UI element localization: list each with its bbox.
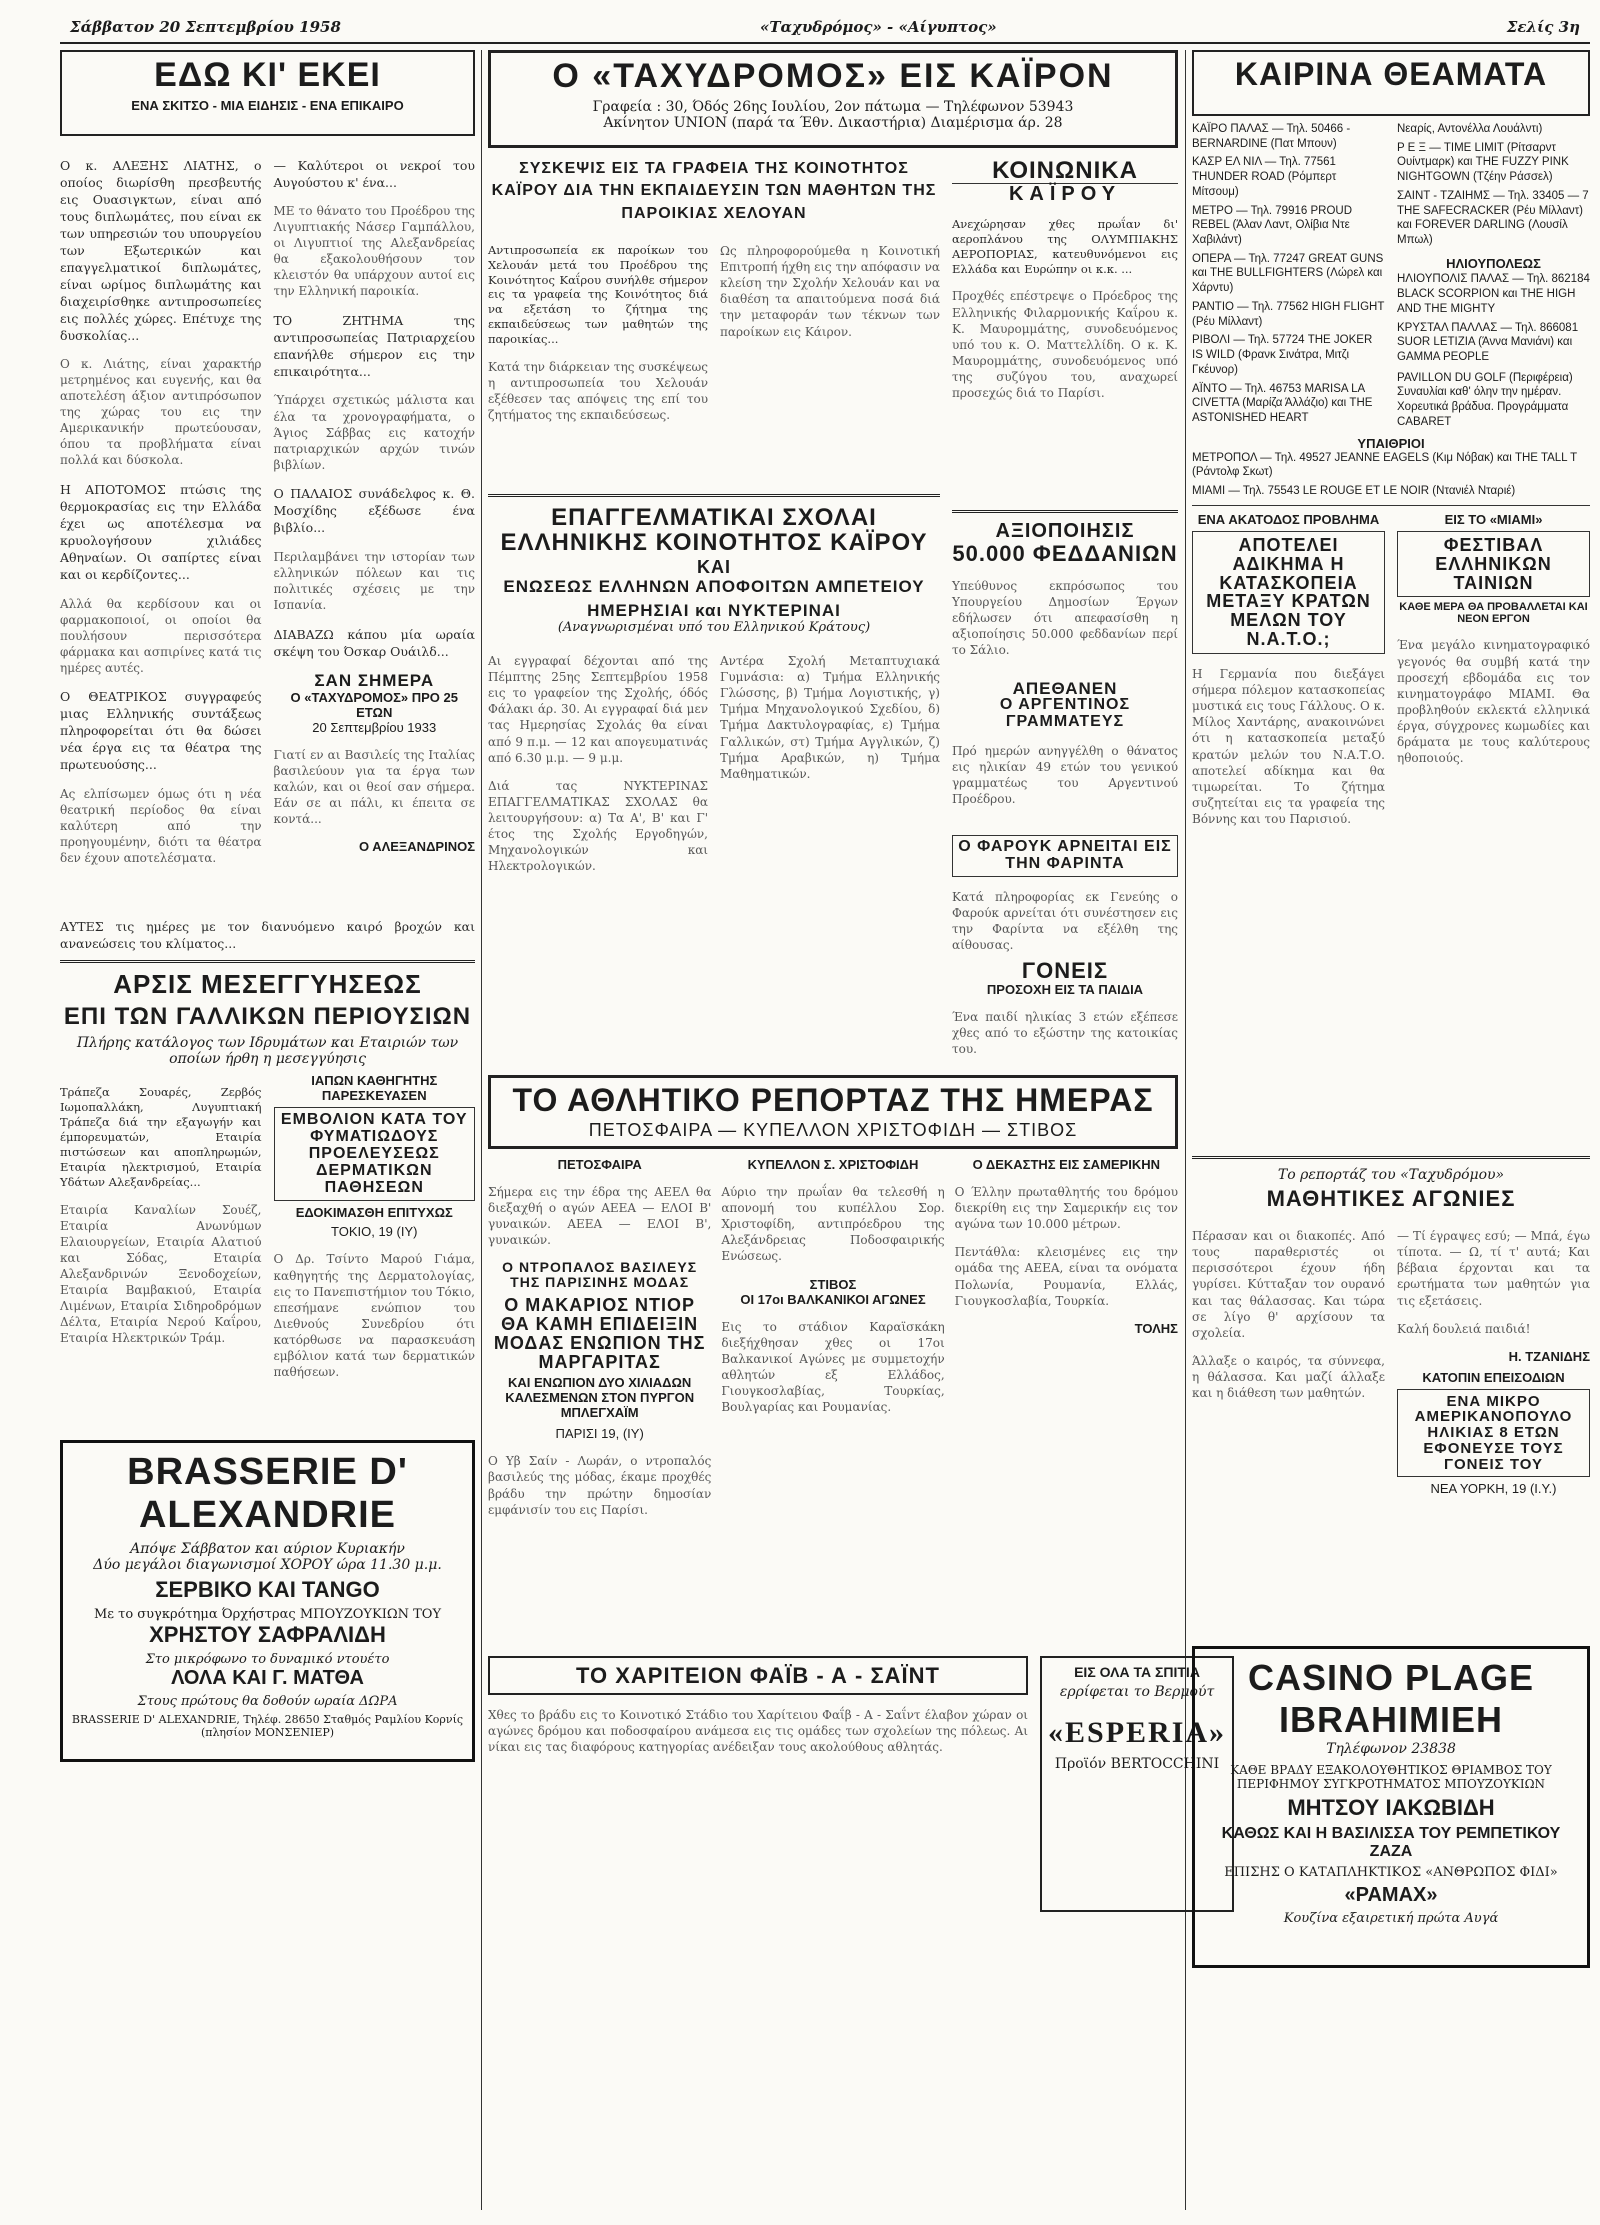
brasserie-ad — [60, 1440, 475, 1762]
neayorki-dateline: ΝΕΑ ΥΟΡΚΗ, 19 (Ι.Υ.) — [1430, 1481, 1557, 1497]
balkanikoi-head: ΟΙ 17οι ΒΑΛΚΑΝΙΚΟΙ ΑΓΩΝΕΣ — [740, 1291, 926, 1307]
arsis-body — [60, 1073, 475, 1428]
apotelei-title: ΑΠΟΤΕΛΕΙ ΑΔΙΚΗΜΑ Η ΚΑΤΑΣΚΟΠΕΙΑ ΜΕΤΑΞΥ ΚΡΑΤΩΝ ΜΕΛΩΝ ΤΟΥ Ν.Α.Τ.Ο.; — [1192, 531, 1385, 654]
article-text: Ο ΘΕΑΤΡΙΚΟΣ συγγραφεύς μιας Ελληνικής συντάξεως πληροφορείται ότι θα δώσει νέα έργα εις τα θέατρα της πρωτευούσης... — [60, 689, 262, 773]
sports-signature: ΤΟΛΗΣ — [1134, 1320, 1178, 1336]
brasserie-line: ΣΕΡΒΙΚΟ ΚΑΙ TANGO — [155, 1577, 380, 1603]
casino-line: ΕΠΙΣΗΣ Ο ΚΑΤΑΠΛΗΚΤΙΚΟΣ «ΑΝΘΡΩΠΟΣ ΦΙΔΙ» — [1224, 1865, 1558, 1881]
parisi-dateline: ΠΑΡΙΣΙ 19, (ΙΥ) — [555, 1426, 644, 1442]
edo-ki-ekei-title: ΕΔΩ ΚΙ' ΕΚΕΙ — [154, 56, 381, 94]
pavillon-listing: PAVILLON DU GOLF (Περιφέρεια) Συναυλίαι καθ' όλην την ημέραν. Χορευτικά βράδυα. Προγράμματα CABARET — [1397, 371, 1573, 428]
san-simera-title: ΣΑΝ ΣΗΜΕΡΑ — [314, 671, 435, 691]
dekastis-head: Ο ΔΕΚΑΣΤΗΣ ΕΙΣ ΣΑΜΕΡΙΚΗΝ — [972, 1157, 1161, 1173]
cinema-listing: ΚΑΪΡΟ ΠΑΛΑΣ — Τηλ. 50466 - BERNARDINE (Πατ Μπουν) — [1192, 123, 1351, 150]
amerikanopoulo-title: ΕΝΑ ΜΙΚΡΟ ΑΜΕΡΙΚΑΝΟΠΟΥΛΟ ΗΛΙΚΙΑΣ 8 ΕΤΩΝ ΕΦΟΝΕΥΣΕ ΤΟΥΣ ΓΟΝΕΙΣ ΤΟΥ — [1397, 1389, 1590, 1478]
article-text: Ως πληροφορούμεθα η Κοινοτική Επιτροπή ήχθη εις την απόφασιν να κλείση την Σχολήν Χελουάν και να διαθέση τα απαιτούμενα ποσά διά την μεταφοράν των τέκνων των παροίκων εις Κάιρον. — [720, 244, 940, 339]
farouk-title: Ο ΦΑΡΟΥΚ ΑΡΝΕΙΤΑΙ ΕΙΣ ΤΗΝ ΦΑΡΙΝΤΑ — [952, 835, 1178, 877]
article-text: Αντέρα Σχολή Μεταπτυχιακά Γυμνάσια: α) Τμήμα Ελληνικής Γλώσσης, β) Τμήμα Λογιστικής, γ) Τμήμα Μηχανολογικού Σχεδίου, δ) Τμήμα Δακτυλογραφίας, ε) Τμήμα Γαλλικών, στ) Τμήμα Αγγλικών, ζ) Τμήμα Αραβικών, η) Τμήμα Μαθηματικών. — [720, 654, 940, 781]
anagnor-note: (Αναγνωρισμέναι υπό του Ελληνικού Κράτους) — [557, 620, 871, 636]
xariteio-title: ΤΟ ΧΑΡΙΤΕΙΟΝ ΦΑΪΒ - Α - ΣΑΪΝΤ — [575, 1663, 940, 1689]
san-simera-subtitle: Ο «ΤΑΧΥΔΡΟΜΟΣ» ΠΡΟ 25 ΕΤΩΝ — [290, 690, 458, 721]
article-text: Υπεύθυνος εκπρόσωπος του Υπουργείου Δημοσίων Έργων εδήλωσεν ότι απεφασίσθη η αξιοποίησις 50.000 φεδδανίων περί το Σάλιο. — [952, 578, 1178, 657]
masthead-line: Ακίνητον UNION (παρά τα Έθν. Δικαστήρια) Διαμέρισμα άρ. 28 — [603, 114, 1063, 131]
cinema-listing: ΜΕΤΡΟ — Τηλ. 79916 PROUD REBEL (Άλαν Λαντ, Ολίβια Ντε Χαβιλάντ) — [1192, 204, 1352, 247]
article-text: Κατά την διάρκειαν της συσκέψεως η αντιπροσωπεία του Χελουάν εξέθεσεν τας απόψεις της επί του ζητήματος της εκπαιδεύσεως. — [488, 360, 708, 423]
brasserie-line: Στο μικρόφωνο το δυναμικό ντουέτο — [145, 1652, 390, 1668]
article-text: Τράπεζα Σουαρές, Ζερβός Ιωμοπαλλάκη, Λυγυπτιακή Τράπεζα διά την εξαγωγήν και έμπορευματών, Εταιρία πιστώσεων και αποπληρωμών, Εταιρία ηλεκτρισμού, Εταιρία Υδάτων Αλεξανδρείας... — [60, 1084, 262, 1189]
divider — [1192, 1156, 1590, 1159]
newspaper-page — [60, 14, 1590, 2214]
article-text: Κατά πληροφορίας εκ Γενεύης ο Φαρούκ αρνείται ότι συνέστησεν εις την Φαρίντα να εξέλθη της αίθουσας. — [952, 889, 1178, 952]
embolion-subtitle: ΕΔΟΚΙΜΑΣΘΗ ΕΠΙΤΥΧΩΣ — [295, 1205, 453, 1221]
article-text: Γιατί εν αι Βασιλείς της Ιταλίας βασιλεύουν για τα έργα των καλών, και οι θεοί σαν σήμερα. Εάν σε αι πάλι, κι έπειτα σε κοντά... — [273, 748, 475, 827]
cinema-listing: ΗΛΙΟΥΠΟΛΙΣ ΠΑΛΑΣ — Τηλ. 862184 BLACK SCORPION και THE HIGH AND THE MIGHTY — [1397, 273, 1590, 315]
divider — [952, 510, 1178, 513]
petosfaira-head: ΠΕΤΟΣΦΑΙΡΑ — [557, 1157, 642, 1173]
casino-line: Κουζίνα εξαιρετική πρώτα Αυγά — [1283, 1911, 1499, 1927]
bottom-center — [488, 1656, 1227, 1999]
article-text: ΜΕ το θάνατο του Προέδρου της Λιγυπτιακής Νάσερ Γαμπάλλου, οι Λιγυπτιοί της Αλεξανδρείας θα εξακολουθήσουν τον κλειστόν θα υπάρχουν αυτοί εις την Ελληνική παροικία. — [273, 204, 475, 299]
masthead-title: Ο «ΤΑΧΥΔΡΟΜΟΣ» ΕΙΣ ΚΑΪΡΟΝ — [552, 57, 1114, 95]
article-text: Ο κ. Λιάτης, είναι χαρακτήρ μετρημένος και ευγενής, και θα αποτελέση άξιον αντιπρόσωπον της χώρας του εις την Αμερικανικήν πρωτεύουσαν, όπου τα προβλήματα είναι πολλά και δύσκολα. — [60, 357, 262, 468]
san-simera-signature: Ο ΑΛΕΞΑΝΔΡΙΝΟΣ — [358, 839, 475, 855]
article-text: Ο Δρ. Τσίντο Μαρού Γιάμα, καθηγητής της Δερματολογίας, εις το Πανεπιστήμιον του Τόκιο, επεσήμανε ενώπιον του Διεθνούς Συνεδρίου ότι κατόρθωσε να παρασκευάση εμβόλιον κατά των δερματικών παθήσεων. — [273, 1252, 475, 1380]
cinema-listing: ΚΑΣΡ ΕΛ ΝΙΛ — Τηλ. 77561 THUNDER ROAD (Ρόμπερτ Μίτσουμ) — [1192, 156, 1337, 198]
sports-body — [488, 1157, 1178, 1652]
imerisiai-title: ΗΜΕΡΗΣΙΑΙ και ΝΥΚΤΕΡΙΝΑΙ — [587, 601, 841, 621]
sports-banner — [488, 1075, 1178, 1149]
cinema-listing: ΚΡΥΣΤΑΛ ΠΑΛΛΑΣ — Τηλ. 866081 SUOR LETIZIA (Άννα Μανιάνι) και GAMMA PEOPLE — [1397, 321, 1579, 363]
kypellon-head: ΚΥΠΕΛΛΟΝ Σ. ΧΡΙΣΤΟΦΙΔΗ — [747, 1157, 919, 1173]
feddans-title: 50.000 ΦΕΔΔΑΝΙΩΝ — [952, 541, 1178, 567]
article-text: Αντιπροσωπεία εκ παροίκων του Χελουάν μετά του Προέδρου της Κοινότητος Καΐρου συνήλθε σήμερον εις τα γραφεία της Κοινότητος διά να εξετάση το ζήτημα της εκπαιδεύσεως των μαθητών της παροικίας... — [488, 242, 708, 347]
brasserie-line: Δύο μεγάλοι διαγωνισμοί ΧΟΡΟΥ ώρα 11.30 μ.μ. — [93, 1557, 442, 1574]
issue-date: Σάββατον 20 Σεπτεμβρίου 1958 — [70, 18, 341, 36]
syskepsis-title: ΣΥΣΚΕΨΙΣ ΕΙΣ ΤΑ ΓΡΑΦΕΙΑ ΤΗΣ ΚΟΙΝΟΤΗΤΟΣ ΚΑΪΡΟΥ ΔΙΑ ΤΗΝ ΕΚΠΑΙΔΕΥΣΙΝ ΤΩΝ ΜΑΘΗΤΩΝ ΤΗΣ ΠΑΡΟΙΚΙΑΣ ΧΕΛΟΥΑΝ — [491, 160, 937, 222]
article-text: Διά τας ΝΥΚΤΕΡΙΝΑΣ ΕΠΑΓΓΕΛΜΑΤΙΚΑΣ ΣΧΟΛΑΣ θα λειτουργήσουν: α) Τα Α', Β' και Γ' έτος της Σχολής Εργοδηγών, Μηχανολογικών και Ηλεκτρολογικών. — [488, 778, 708, 874]
ypaithrioi-head: ΥΠΑΙΘΡΙΟΙ — [1357, 435, 1425, 451]
article-text: Άλλαξε ο καιρός, τα σύννεφα, η θάλασσα. Και μαζί άλλαξε και η διάθεση των μαθητών. — [1192, 1353, 1385, 1400]
masthead — [488, 50, 1178, 148]
ntroplos-title: Ο ΝΤΡΟΠΑΛΟΣ ΒΑΣΙΛΕΥΣ ΤΗΣ ΠΑΡΙΣΙΝΗΣ ΜΟΔΑΣ — [502, 1259, 698, 1291]
article-text: Αι εγγραφαί δέχονται από της Πέμπτης 25ης Σεπτεμβρίου 1958 εις το γραφείον της Σχολής, όδός Φάλακι άρ. 30. Αι εγγραφαί διά μεν τας Ημερησίας Σχολάς θα είναι από 9 π.μ. — 12 και απογευματινάς από 6.30 μ.μ. — 9 μ.μ. — [488, 654, 708, 765]
mathitikes-signature: Η. ΤΖΑΝΙΔΗΣ — [1508, 1348, 1590, 1364]
column-right — [1192, 50, 1590, 1968]
brasserie-line: ΧΡΗΣΤΟΥ ΣΑΦΡΑΛΙΔΗ — [149, 1622, 386, 1648]
column-rule-1 — [481, 50, 482, 2210]
arsis-title-2: ΕΠΙ ΤΩΝ ΓΑΛΛΙΚΩΝ ΠΕΡΙΟΥΣΙΩΝ — [63, 1003, 472, 1031]
tokio-dateline: ΤΟΚΙΟ, 19 (ΙΥ) — [331, 1224, 418, 1240]
miami-head: ΕΙΣ ΤΟ «ΜΙΑΜΙ» — [1444, 511, 1543, 527]
cinema-listing: ΣΑΙΝΤ - ΤΖΑΙΗΜΣ — Τηλ. 33405 — 7 THE SAFECRACKER (Ρέυ Μίλλαντ) και FOREVER DARLING (Λουσίλ Μπωλ) — [1397, 189, 1589, 247]
article-text: ΔΙΑΒΑΖΩ κάπου μία ωραία σκέψη του Όσκαρ Ουάιλδ... — [273, 626, 475, 659]
casino-line: ΜΗΤΣΟΥ ΙΑΚΩΒΙΔΗ — [1287, 1795, 1495, 1821]
ypaithrioi-list — [1192, 451, 1590, 499]
katopin-head: ΚΑΤΟΠΙΝ ΕΠΕΙΣΟΔΙΩΝ — [1422, 1369, 1565, 1385]
page-header-bar — [60, 14, 1590, 44]
koinonika-title: ΚΟΙΝΩΝΙΚΑ — [952, 158, 1178, 184]
top-right-block — [952, 158, 1178, 1065]
cinema-list-right — [1397, 122, 1590, 430]
embolion-title: ΕΜΒΟΛΙΟΝ ΚΑΤΑ ΤΟΥ ΦΥΜΑΤΙΩΔΟΥΣ ΠΡΟΕΛΕΥΣΕΩΣ ΔΕΡΜΑΤΙΚΩΝ ΠΑΘΗΣΕΩΝ — [274, 1107, 476, 1201]
cinema-listing: ΟΠΕΡΑ — Τηλ. 77247 GREAT GUNS και THE BULLFIGHTERS (Λώρελ και Χάρντυ) — [1192, 252, 1384, 295]
cinema-list-left — [1192, 122, 1385, 430]
edo-ki-ekei-body — [60, 144, 475, 914]
article-text: — Καλύτεροι οι νεκροί του Αυγούστου κ' ένα... — [273, 157, 475, 190]
article-text: Η Γερμανία που διεξάγει σήμερα πόλεμον κατασκοπείας μυστικά εις τους Γάλλους. Ο κ. Μίλος Χαντάρης, ανακοινώνει ότι η κατασκοπεία μεταξύ κρατών μελών του Ν.Α.Τ.Ο. αποτελεί αδίκημα και θα τιμωρείται. Το ζήτημα συζητείται εις τα γραφεία της Βόννης και του Παρισιού. — [1192, 667, 1385, 826]
festival-title: ΦΕΣΤΙΒΑΛ ΕΛΛΗΝΙΚΩΝ ΤΑΙΝΙΩΝ — [1397, 531, 1590, 598]
page-number: Σελίς 3η — [1506, 18, 1580, 36]
enoseos-title: ΕΝΩΣΕΩΣ ΕΛΛΗΝΩΝ ΑΠΟΦΟΙΤΩΝ ΑΜΠΕΤΕΙΟΥ — [503, 577, 925, 597]
article-text: Προχθές επέστρεψε ο Πρόεδρος της Ελληνικής Φιλαρμονικής Καΐρου κ. Κ. Μαυρομμάτης, συνοδευόμενος υπό του κ. Ο. Ματτελλίδη. Ο κ. Κ. Μαυρομμάτης, συνοδευόμενος υπό της συζύγου του, αναχωρεί προσεχώς διά το Παρίσι. — [952, 289, 1178, 400]
article-text: Ο ΠΑΛΑΙΟΣ συνάδελφος κ. Θ. Μοσχίδης εξέδωσε ένα βιβλίο... — [273, 486, 475, 536]
cinema-listing: ΑΪΝΤΟ — Τηλ. 46753 MARISA LA CIVETTA (Μαρίζα Άλλάζιο) και THE ASTONISHED HEART — [1192, 382, 1373, 424]
article-text: Πέρασαν και οι διακοπές. Από τους παραθεριστές οι περισσότεροι έχουν ήδη γυρίσει. Κύτταξαν τον ουρανό και τας θάλασσας. Και τώρα σε λίγο θ' αρχίσουν τα σχολεία. — [1192, 1229, 1385, 1340]
article-text: Ο Έλλην πρωταθλητής του δρόμου διεκρίθη εις την Σαμερικήν εις τον αγώνα των 10.000 μέτρων. — [954, 1185, 1178, 1232]
sports-subtitle: ΠΕΤΟΣΦΑΙΡΑ — ΚΥΠΕΛΛΟΝ ΧΡΙΣΤΟΦΙΔΗ — ΣΤΙΒΟΣ — [588, 1120, 1078, 1141]
divider — [488, 494, 940, 497]
brasserie-line: Απόψε Σάββατον και αύριον Κυριακήν — [130, 1541, 405, 1558]
cinema-listing: ΡΙΒΟΛΙ — Τηλ. 57724 THE JOKER IS WILD (Φρανκ Σινάτρα, Μιτζι Γκέυνορ) — [1192, 334, 1373, 376]
brasserie-line: BRASSERIE D' ALEXANDRIE, Τηλέφ. 28650 Σταθμός Ραμλίου Κορνίς (πλησίον ΜΟΝΣΕΝΙΕΡ) — [71, 1713, 464, 1740]
article-text: Ας ελπίσωμεν όμως ότι η νέα θεατρική περίοδος θα είναι καλύτερη από την προηγουμένην, διότι τα θέατρα δεν έχουν αποτελέσματα. — [60, 786, 262, 866]
article-text: Πρό ημερών ανηγγέλθη ο θάνατος εις ηλικίαν 49 ετών του γενικού γραμματέως του Αργεντινού Προέδρου. — [952, 743, 1178, 807]
article-text: Ύπάρχει σχετικώς μάλιστα και έλα τα χρονογραφήματα, ο Άγιος Σάββας εις κατοχήν πατριαρχικών αρχών τινών βιβλίων. — [273, 393, 475, 472]
casino-line: ΚΑΘΩΣ ΚΑΙ Η ΒΑΣΙΛΙΣΣΑ ΤΟΥ ΡΕΜΠΕΤΙΚΟΥ ΖΑΖΑ — [1221, 1825, 1561, 1861]
koinonika-subtitle: ΚΑΪΡΟΥ — [1008, 183, 1122, 206]
ntior-title: Ο ΜΑΚΑΡΙΟΣ ΝΤΙΟΡ ΘΑ ΚΑΜΗ ΕΠΙΔΕΙΞΙΝ ΜΟΔΑΣ ΕΝΩΠΙΟΝ ΤΗΣ ΜΑΡΓΑΡΙΤΑΣ — [493, 1294, 706, 1372]
ipon-header: ΙΑΠΩΝ ΚΑΘΗΓΗΤΗΣ ΠΑΡΕΣΚΕΥΑΣΕΝ — [311, 1073, 438, 1104]
mathitikes-body — [1192, 1216, 1590, 1636]
epaggelmatikai-kai: ΚΑΙ — [697, 556, 731, 577]
axiopoiisis-title: ΑΞΙΟΠΟΙΗΣΙΣ — [995, 520, 1135, 543]
edo-ki-ekei-subtitle: ΕΝΑ ΣΚΙΤΣΟ - ΜΙΑ ΕΙΔΗΣΙΣ - ΕΝΑ ΕΠΙΚΑΙΡΟ — [131, 97, 404, 113]
esperia-line: ερρίφεται το Βερμούτ — [1059, 1684, 1215, 1701]
article-text: Περιλαμβάνει την ιστορίαν των ελληνικών πόλεων και τις πολιτικές σχέσεις με την Ισπανία. — [273, 549, 475, 613]
top-section — [488, 158, 1178, 1065]
article-text: Καλή δουλειά παιδιά! — [1397, 1321, 1531, 1336]
casino-name: CASINO PLAGE IBRAHIMIEH — [1247, 1657, 1535, 1741]
article-text: Αλλά θα κερδίσουν και οι φαρμακοποιοί, οι οποίοι θα πουλήσουν περισσότερα φάρμακα και ασπιρίνες κατά τις ημέρες αυτές. — [60, 596, 262, 675]
divider — [1192, 505, 1590, 506]
argentinos-title: Ο ΑΡΓΕΝΤΙΝΟΣ ΓΡΑΜΜΑΤΕΥΣ — [999, 696, 1131, 731]
article-text: ΑΥΤΕΣ τις ημέρες με τον διανυόμενο καιρό βροχών και ανανεώσεις του κλίματος... — [60, 919, 475, 951]
esperia-brand: «ESPERIA» — [1048, 1716, 1227, 1750]
theamata-title: ΚΑΙΡΙΝΑ ΘΕΑΜΑΤΑ — [1234, 56, 1548, 92]
iliopolis-head: ΗΛΙΟΥΠΟΛΕΩΣ — [1446, 255, 1541, 271]
esperia-line: ΕΙΣ ΟΛΑ ΤΑ ΣΠΙΤΙΑ — [1074, 1664, 1200, 1681]
paper-name: «Ταχυδρόμος» - «Αίγυπτος» — [760, 18, 997, 36]
article-text: — Τί έγραψες εσύ; — Μπά, έγω τίποτα. — Ω, τί τ' αυτά; Και βέβαια έρχονται και τα ερωτήματα των μαθητών για τις εξετάσεις. — [1397, 1229, 1590, 1308]
article-text: Ο κ. ΑΛΕΞΗΣ ΛΙΑΤΗΣ, ο οποίος διωρίσθη πρεσβευτής εις Ουασιγκτων, είναι από τους διπλωμάτες, που είναι εκ των υπηρεσιών του υπουργείου των Εξωτερικών και επαγγελματικοί διπλωμάτες, είναι ωρίμος διπλωμάτης και διαχειρίσθηκε αντιπροσωπείες εις πολλές χώρες. Επέτυχε της δυσκολίας... — [60, 157, 262, 343]
article-text: Εταιρία Καναλίων Σουέζ, Εταιρία Ανωνύμων Ελαιουργείων, Εταιρία Αλατιού και Σόδας, Εταιρία Αλεξανδρινών Ξενοδοχείων, Εταιρία Βαμβακιού, Εταιρία Λιμένων, Εταιρία Σιδηροδρόμων Δέλτα, Εταιρία Νερού Καΐρου, Εταιρία Ηλεκτρικών Τράμ. — [60, 1202, 262, 1346]
theamata-header — [1192, 50, 1590, 116]
cinema-listing: ΜΙΑΜΙ — Τηλ. 75543 LE ROUGE ET LE NOIR (Ντανιέλ Νταριέ) — [1192, 485, 1516, 498]
column-center — [488, 50, 1227, 1999]
article-text: Ανεχώρησαν χθες πρωΐαν δι' αεροπλάνου της ΟΛΥΜΠΙΑΚΗΣ ΑΕΡΟΠΟΡΙΑΣ, κατευθυνόμενοι εις Ελλάδα και Ευρώπην οι κ.κ. ... — [952, 216, 1178, 276]
cinema-listing: Ρ Ε Ξ — TIME LIMIT (Ρίτσαρντ Ουίντμαρκ) και THE FUZZY PINK NIGHTGOWN (Τζέην Ράσσελ) — [1397, 141, 1569, 184]
article-text: Σήμερα εις την έδρα της ΑΕΕΛ θα διεξαχθή ο αγών ΑΕΕΑ — ΕΛΟΙ Β' γυναικών. ΑΕΕΑ — ΕΛΟΙ Β', γυναικών. — [488, 1185, 712, 1248]
arsis-subtitle: Πλήρης κατάλογος των Ιδρυμάτων και Εταιριών των οποίων ήρθη η μεσεγγύησις — [76, 1035, 459, 1068]
apethane-title: ΑΠΕΘΑΝΕΝ — [1012, 678, 1118, 698]
article-text: Ένα μεγάλο κινηματογραφικό γεγονός θα συμβή κατά την προσεχή εβδομάδα εις τον κινηματογράφο ΜΙΑΜΙ. Θα προβληθούν εκλεκτά ελληνικά έργα, σύγχρονες κωμωδίες και δράματα με τους καλύτερους ηθοποιούς. — [1397, 638, 1590, 766]
nato-festival-row — [1192, 512, 1590, 1148]
goneis-subtitle: ΠΡΟΣΟΧΗ ΕΙΣ ΤΑ ΠΑΙΔΙΑ — [986, 981, 1144, 997]
ntior-subtitle: ΚΑΙ ΕΝΩΠΙΟΝ ΔΥΟ ΧΙΛΙΑΔΩΝ ΚΑΛΕΣΜΕΝΩΝ ΣΤΟΝ ΠΥΡΓΟΝ ΜΠΛΕΓΧΑΪΜ — [505, 1375, 695, 1421]
cinema-listing: Νεαρίς, Αντονέλλα Λουάλντι) — [1397, 123, 1543, 135]
brasserie-name: BRASSERIE D' ALEXANDRIE — [127, 1451, 408, 1537]
column-left — [60, 50, 475, 1762]
esperia-line: Προϊόν BERTOCCHINI — [1054, 1756, 1220, 1773]
brasserie-line: Στους πρώτους θα δοθούν ωραία ΔΩΡΑ — [137, 1694, 398, 1710]
article-text: Πεντάθλα: κλεισμένες εις την ομάδα της ΑΕΕΑ, είναι τα ονόματα Πολωνία, Ρουμανία, Ελλάς, Γιουγκοσλαβία, Τουρκία. — [954, 1245, 1178, 1308]
akathodos-head: ΕΝΑ ΑΚΑΤΟΔΟΣ ΠΡΟΒΛΗΜΑ — [1197, 511, 1380, 527]
article-text: Εις το στάδιον Καραϊσκάκη διεξήχθησαν χθες οι 17οι Βαλκανικοί Αγώνες με συμμετοχήν αθλητών εξ Ελλάδος, Γιουγκοσλαβίας, Τουρκίας, Βουλγαρίας και Ρουμανίας. — [721, 1319, 945, 1414]
divider — [60, 960, 475, 963]
brasserie-line: ΛΟΛΑ ΚΑΙ Γ. ΜΑΤΘΑ — [171, 1667, 364, 1690]
cinema-listing: ΜΕΤΡΟΠΟΛ — Τηλ. 49527 JEANNE EAGELS (Κιμ Νόβακ) και THE TALL T (Ράντολφ Σκωτ) — [1192, 451, 1577, 479]
sports-title: ΤΟ ΑΘΛΗΤΙΚΟ ΡΕΠΟΡΤΑΖ ΤΗΣ ΗΜΕΡΑΣ — [512, 1081, 1154, 1118]
mathitikes-kicker: Το ρεπορτάζ του «Ταχυδρόμου» — [1277, 1167, 1505, 1184]
brasserie-line: Με το συγκρότημα Όρχήστρας ΜΠΟΥΖΟΥΚΙΩΝ ΤΟΥ — [93, 1607, 442, 1623]
epaggelmatikai-title: ΕΠΑΓΓΕΛΜΑΤΙΚΑΙ ΣΧΟΛΑΙ ΕΛΛΗΝΙΚΗΣ ΚΟΙΝΟΤΗΤΟΣ ΚΑΪΡΟΥ — [500, 504, 928, 557]
article-text: Η ΑΠΟΤΟΜΟΣ πτώσις της θερμοκρασίας εις την Ελλάδα έχει ως αποτέλεσμα να κρυολογήσουν χιλιάδες Αθηναίων. Οι σαπίρτες είναι και οι κερδίζοντες... — [60, 482, 262, 583]
casino-ad — [1192, 1646, 1590, 1968]
xariteio-box — [488, 1656, 1028, 1695]
article-text: Αύριο την πρωΐαν θα τελεσθή η απονομή του κυπέλλου Σορ. Χριστοφίδη, αντιπρόεδρου της Αλεξάνδρειας Ποδοσφαιρικής Ενώσεως. — [721, 1185, 945, 1264]
stivos-head: ΣΤΙΒΟΣ — [809, 1276, 857, 1292]
arsis-title: ΑΡΣΙΣ ΜΕΣΕΓΓΥΗΣΕΩΣ — [113, 969, 422, 999]
masthead-line: Γραφεία : 30, Όδός 26ης Ιουλίου, 2ον πάτωμα — Τηλέφωνον 53943 — [592, 98, 1074, 115]
article-text: Ο Υβ Σαίν - Λωράν, ο ντροπαλός βασιλεύς της μόδας, έκαμε προχθές βράδυ την πρώτην δημοσίαν εμφάνισίν του εις Παρίσι. — [488, 1454, 712, 1517]
top-left-block — [488, 158, 940, 1065]
goneis-title: ΓΟΝΕΙΣ — [1021, 957, 1109, 983]
san-simera-date: 20 Σεπτεμβρίου 1933 — [312, 720, 437, 736]
casino-line: ΚΑΘΕ ΒΡΑΔΥ ΕΞΑΚΟΛΟΥΘΗΤΙΚΟΣ ΘΡΙΑΜΒΟΣ ΤΟΥ ΠΕΡΙΦΗΜΟΥ ΣΥΓΚΡΟΤΗΜΑΤΟΣ ΜΠΟΥΖΟΥΚΙΩΝ — [1230, 1763, 1552, 1792]
cinema-listing: ΡΑΝΤΙΟ — Τηλ. 77562 HIGH FLIGHT (Ρέυ Μίλλαντ) — [1192, 300, 1385, 328]
festival-subtitle: ΚΑΘΕ ΜΕΡΑ ΘΑ ΠΡΟΒΑΛΛΕΤΑΙ ΚΑΙ ΝΕΟΝ ΕΡΓΟΝ — [1399, 601, 1588, 626]
article-text: Ένα παιδί ηλικίας 3 ετών εξέπεσε χθες από το εξώστην της κατοικίας του. — [952, 1009, 1178, 1056]
mathitikes-title: ΜΑΘΗΤΙΚΕΣ ΑΓΩΝΙΕΣ — [1266, 1186, 1516, 1212]
casino-line: «ΡΑΜΑΧ» — [1344, 1884, 1438, 1907]
article-text: Χθες το βράδυ εις το Κοινοτικό Στάδιο του Χαρίτειου Φαΐβ - Α - Σαΐντ έλαβον χώραν οι αγώνες δρόμου και ποδοσφαίρου ανάμεσα εις τις ομάδες των σχολείων της πόλεως. Αι νίκαι εις τας διαφόρους κατηγορίας ανέδειξαν τους ακολούθους αθλητάς. — [488, 1708, 1028, 1755]
article-text: ΤΟ ΖΗΤΗΜΑ της αντιπροσωπείας Πατριαρχείου επανήλθε σήμερον εις την επικαιρότητα... — [273, 312, 475, 379]
edo-ki-ekei-header — [60, 50, 475, 136]
casino-tel: Τηλέφωνον 23838 — [1326, 1741, 1456, 1758]
cinema-listings — [1192, 122, 1590, 430]
